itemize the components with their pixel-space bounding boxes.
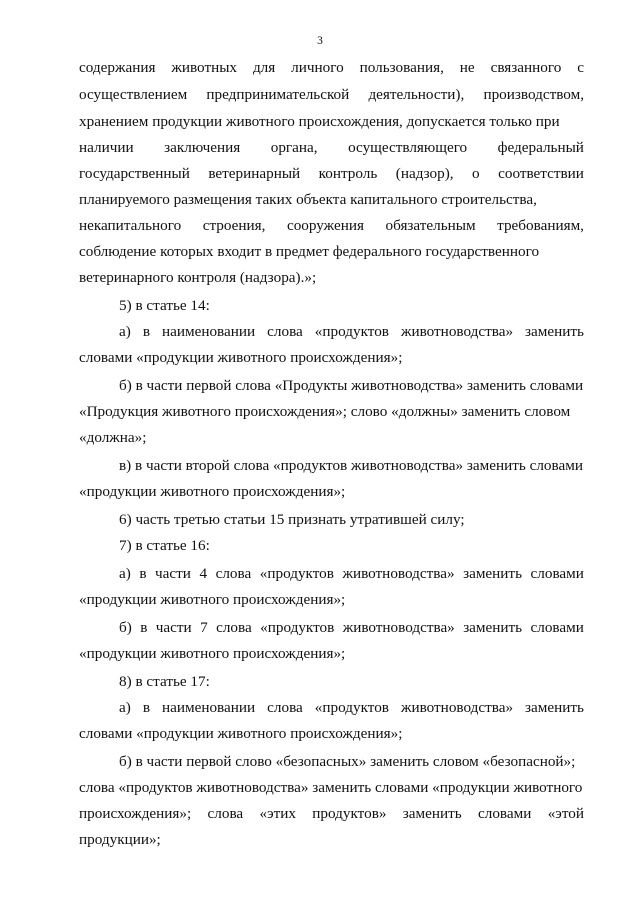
text-line: б) в части первой слово «безопасных» заменить словом «безопасной»;: [119, 753, 576, 770]
word: слова: [207, 805, 244, 822]
word: пользования,: [359, 59, 444, 76]
text-line: продукции»;: [79, 831, 161, 848]
word: деятельности),: [368, 86, 465, 103]
text-line: [119, 564, 584, 584]
text-line: словами «продукции животного происхождения»;: [79, 349, 403, 366]
text-line: 5) в статье 14:: [119, 297, 210, 314]
word: в: [142, 323, 150, 340]
word: содержания: [79, 59, 156, 76]
text-line: хранением продукции животного происхождения, допускается только при: [79, 113, 560, 130]
text-line: [79, 85, 584, 105]
word: осуществлением: [79, 86, 188, 103]
word: а): [119, 565, 131, 582]
text-line: [119, 698, 584, 718]
word: федеральный: [497, 139, 584, 156]
word: животноводства»: [342, 619, 455, 636]
word: части: [155, 565, 191, 582]
word: о: [472, 165, 480, 182]
word: связанного: [490, 59, 562, 76]
word: осуществляющего: [348, 139, 468, 156]
word: словами: [530, 565, 584, 582]
text-line: [79, 164, 584, 184]
text-line: 6) часть третью статьи 15 признать утратившей силу;: [119, 511, 465, 528]
word: контроль: [318, 165, 378, 182]
word: наименовании: [161, 699, 256, 716]
text-line: «должна»;: [79, 429, 147, 446]
word: не: [459, 59, 475, 76]
text-line: «продукции животного происхождения»;: [79, 483, 346, 500]
word: производством,: [483, 86, 584, 103]
word: 7: [200, 619, 208, 636]
word: в: [139, 565, 147, 582]
word: а): [119, 699, 131, 716]
text-line: [79, 216, 584, 236]
word: в: [142, 699, 150, 716]
word: «продуктов: [314, 699, 389, 716]
word: заменить: [463, 565, 522, 582]
word: «продуктов: [314, 323, 389, 340]
word: в: [140, 619, 148, 636]
text-line: планируемого размещения таких объекта капитального строительства,: [79, 191, 537, 208]
word: слова: [267, 699, 303, 716]
word: сооружения: [286, 217, 364, 234]
word: «этой: [547, 805, 584, 822]
word: заменить: [525, 699, 584, 716]
word: личного: [291, 59, 344, 76]
text-line: «Продукция животного происхождения»; слово «должны» заменить словом: [79, 403, 571, 420]
word: для: [252, 59, 276, 76]
word: заключения: [164, 139, 241, 156]
text-line: ветеринарного контроля (надзора).»;: [79, 269, 317, 286]
word: обязательным: [385, 217, 476, 234]
text-line: «продукции животного происхождения»;: [79, 591, 346, 608]
text-line: [119, 322, 584, 342]
word: части: [155, 619, 192, 636]
word: слова: [267, 323, 303, 340]
text-line: [79, 138, 584, 158]
text-line: слова «продуктов животноводства» заменить словами «продукции животного: [79, 779, 583, 796]
word: (надзор),: [395, 165, 454, 182]
word: слова: [215, 565, 252, 582]
word: «продуктов: [259, 565, 334, 582]
word: а): [119, 323, 131, 340]
word: животноводства»: [400, 699, 514, 716]
word: заменить: [463, 619, 523, 636]
word: наименовании: [161, 323, 256, 340]
word: продуктов»: [312, 805, 387, 822]
word: словами: [530, 619, 584, 636]
word: слова: [216, 619, 252, 636]
text-line: 7) в статье 16:: [119, 537, 210, 554]
text-line: «продукции животного происхождения»;: [79, 645, 346, 662]
word: 4: [199, 565, 208, 582]
word: животных: [171, 59, 238, 76]
text-line: [79, 58, 584, 78]
word: б): [119, 619, 132, 636]
word: заменить: [402, 805, 462, 822]
page-number: 3: [317, 35, 323, 47]
text-line: словами «продукции животного происхождения»;: [79, 725, 403, 742]
word: словами: [478, 805, 532, 822]
word: государственный: [79, 165, 190, 182]
word: некапитального: [79, 217, 182, 234]
word: «этих: [259, 805, 296, 822]
word: происхождения»;: [79, 805, 192, 822]
text-line: в) в части второй слова «продуктов животноводства» заменить словами: [119, 457, 583, 474]
word: заменить: [525, 323, 584, 340]
word: с: [577, 59, 584, 76]
text-line: [119, 618, 584, 638]
word: ветеринарный: [208, 165, 301, 182]
word: органа,: [270, 139, 318, 156]
word: строения,: [202, 217, 266, 234]
text-line: 8) в статье 17:: [119, 673, 210, 690]
word: животноводства»: [342, 565, 455, 582]
word: животноводства»: [400, 323, 514, 340]
text-line: [79, 804, 584, 824]
word: «продуктов: [260, 619, 335, 636]
word: предпринимательской: [206, 86, 350, 103]
word: соответствии: [498, 165, 584, 182]
text-line: б) в части первой слова «Продукты животноводства» заменить словами: [119, 377, 584, 394]
word: требованиям,: [497, 217, 584, 234]
word: наличии: [79, 139, 134, 156]
text-line: соблюдение которых входит в предмет федерального государственного: [79, 243, 540, 260]
